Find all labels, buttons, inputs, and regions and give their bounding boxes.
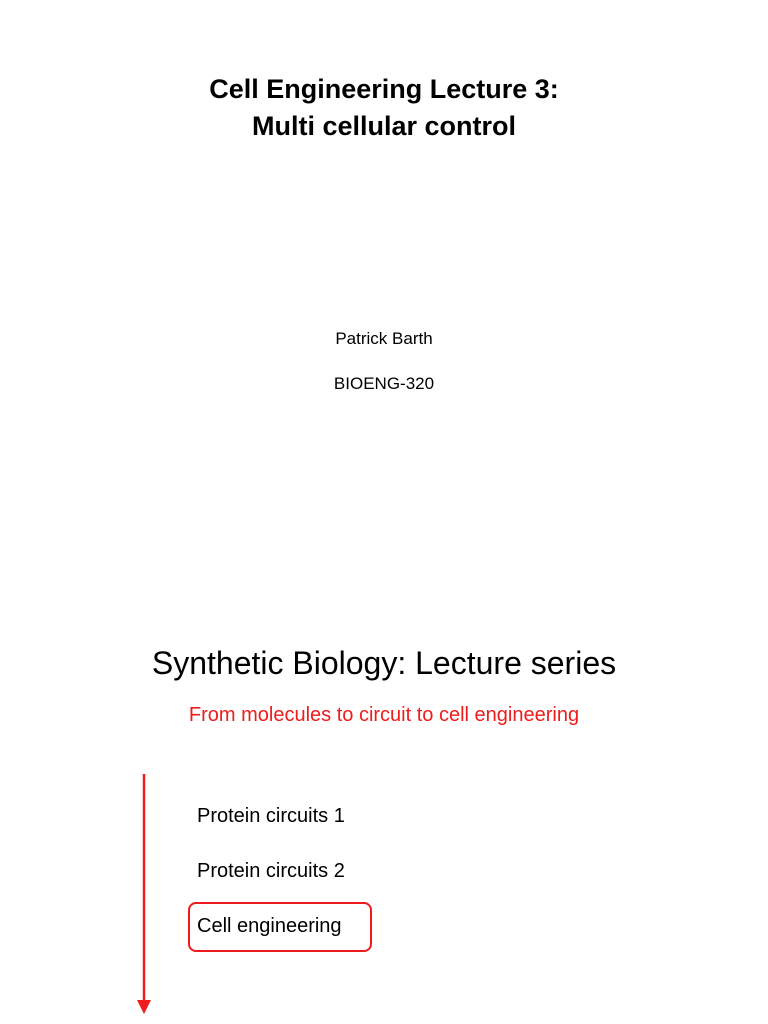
lecture-title-line-2: Multi cellular control — [251, 111, 517, 141]
series-subtitle: From molecules to circuit to cell engineering — [188, 704, 580, 726]
course-code: BIOENG-320 — [333, 374, 435, 393]
lecture-item-protein-circuits-1: Protein circuits 1 — [197, 805, 345, 827]
lecture-series-slide — [0, 512, 768, 1024]
lecture-item-cell-engineering: Cell engineering — [197, 915, 342, 937]
series-title: Synthetic Biology: Lecture series — [151, 645, 617, 681]
down-arrow-icon — [134, 774, 154, 1016]
author-name: Patrick Barth — [335, 329, 433, 348]
lecture-item-protein-circuits-2: Protein circuits 2 — [197, 860, 345, 882]
lecture-title-line-1: Cell Engineering Lecture 3: — [209, 74, 559, 104]
